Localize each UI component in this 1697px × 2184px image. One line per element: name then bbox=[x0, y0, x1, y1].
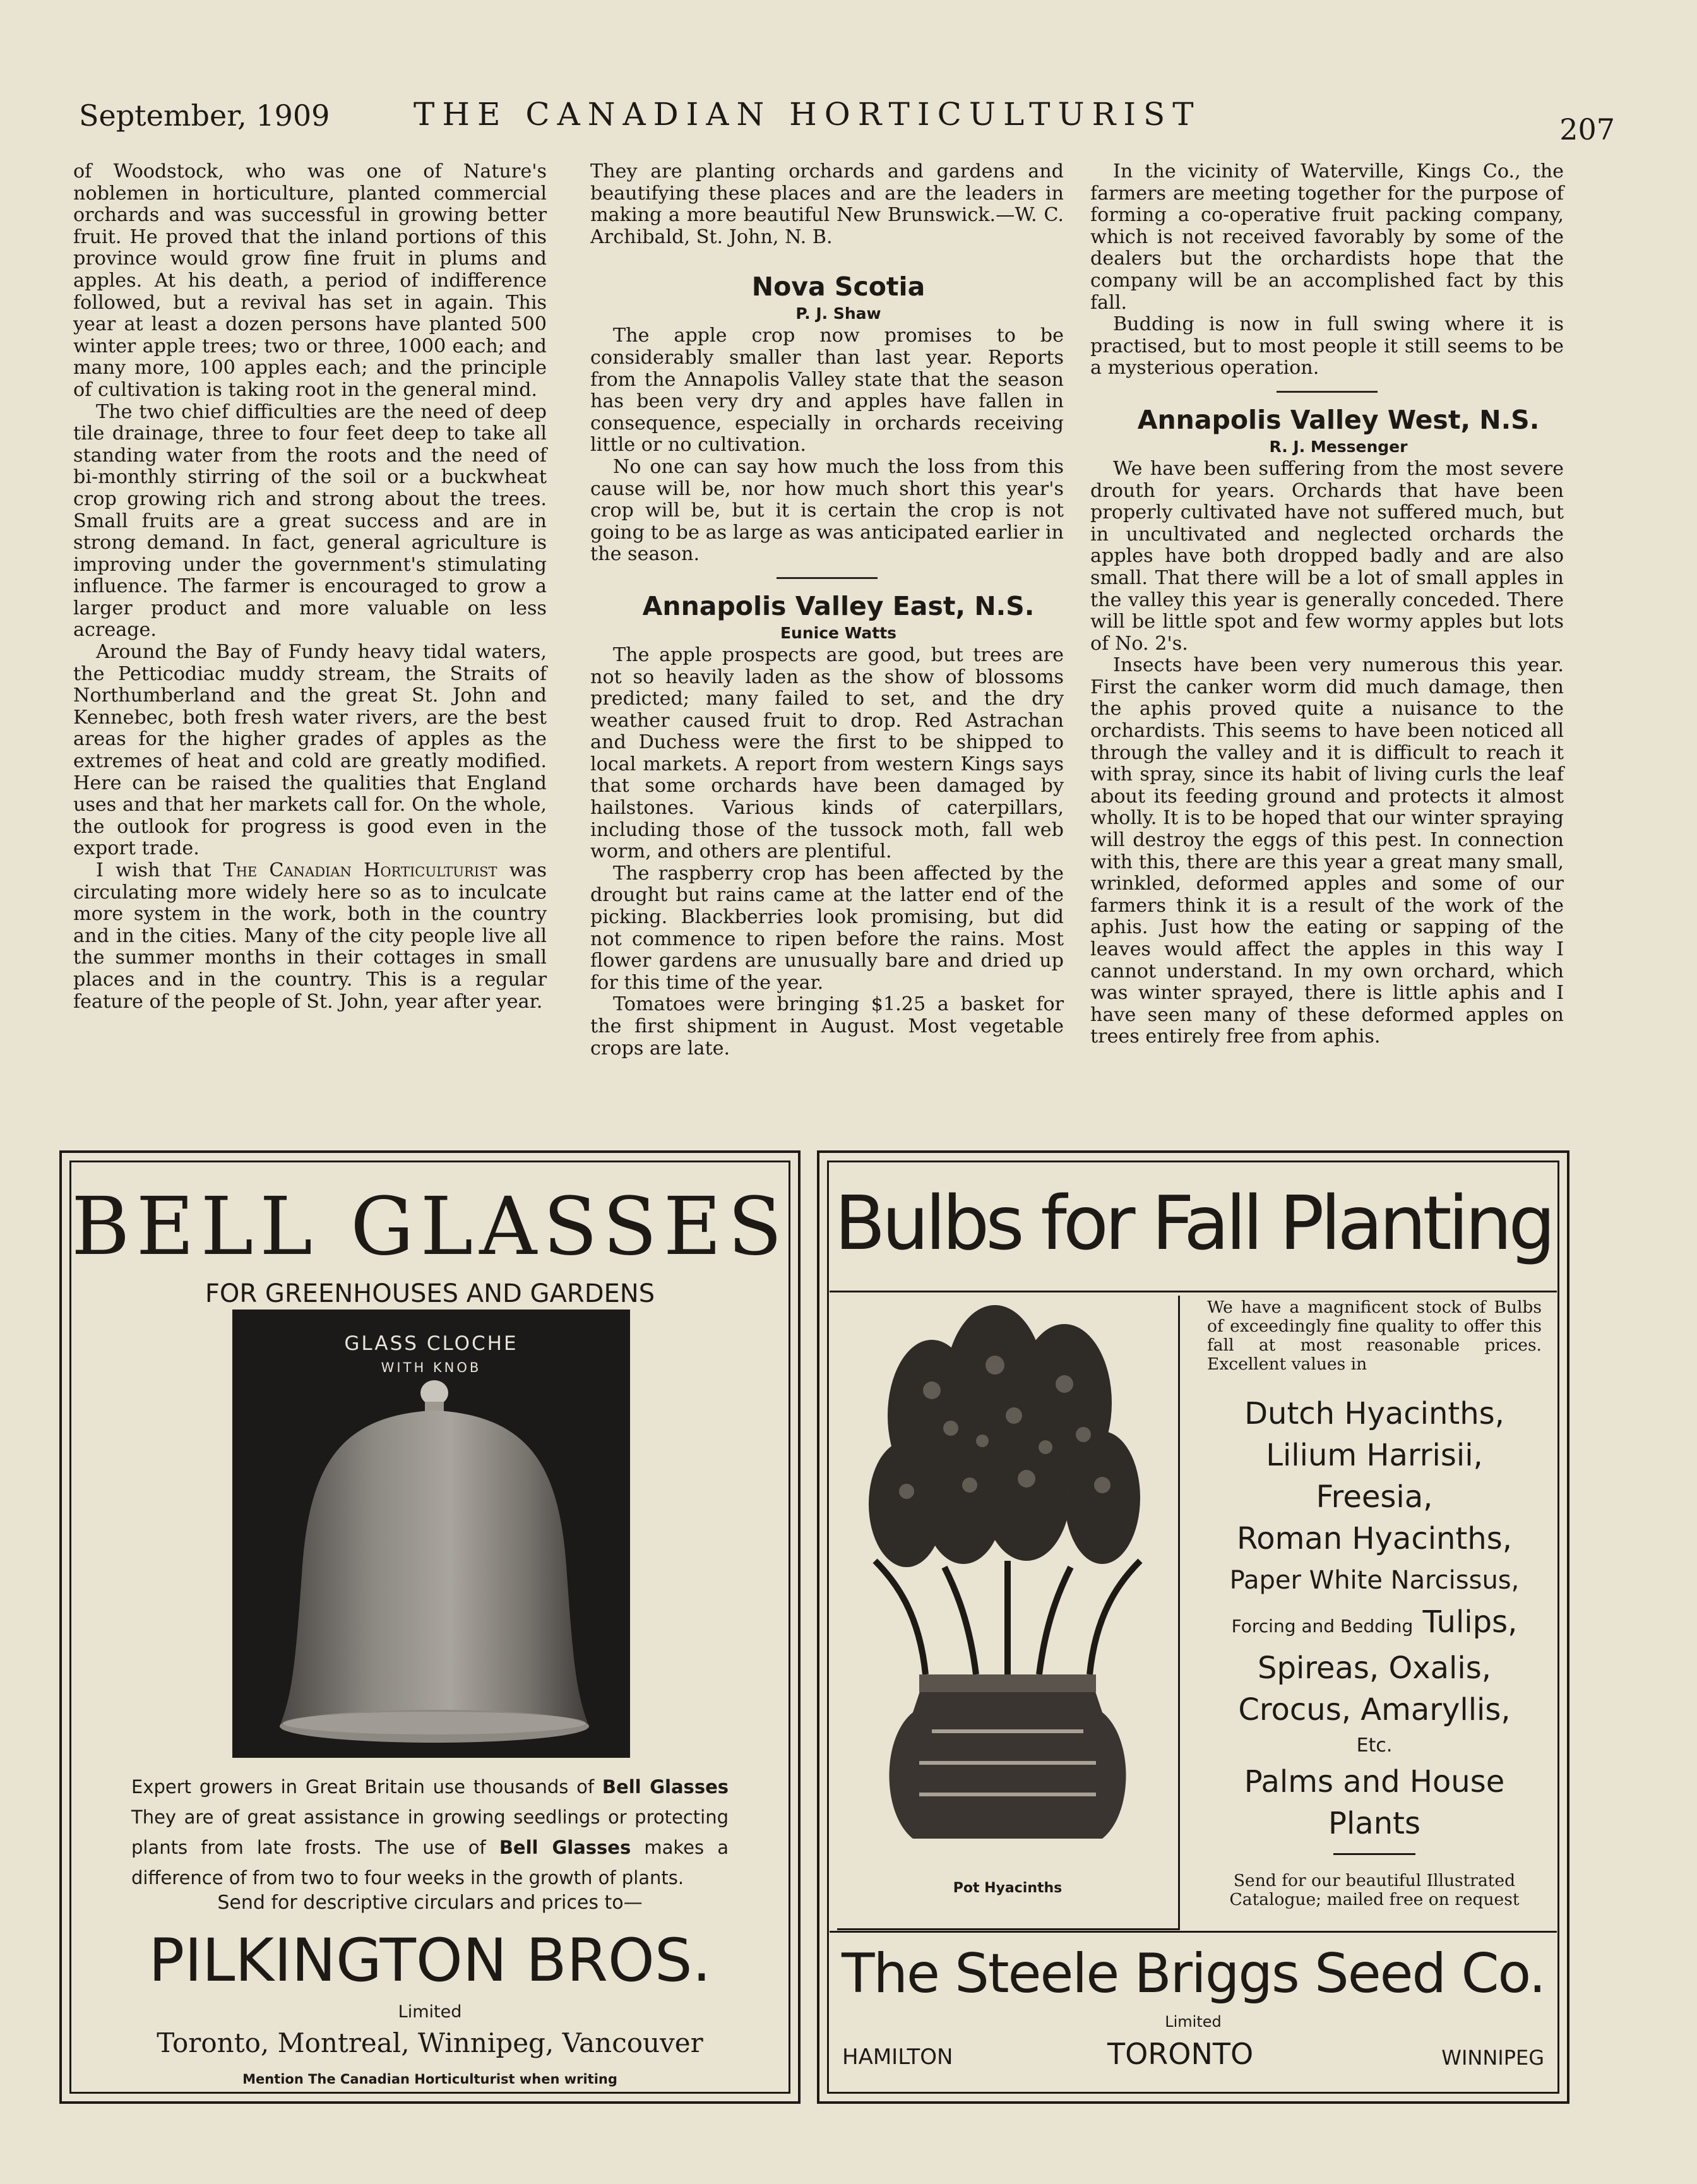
text-run: Expert growers in Great Britain use thousands of bbox=[131, 1776, 595, 1798]
paragraph: Budding is now in full swing where it is practised, but to most people it still seems to be a mysterious operation. bbox=[1090, 313, 1564, 379]
section-title-nova-scotia: Nova Scotia bbox=[751, 272, 926, 302]
header-date: September, 1909 bbox=[79, 98, 330, 133]
ad-bell-glasses bbox=[59, 1150, 801, 2104]
ad-title: Bulbs for Fall Planting bbox=[834, 1179, 1552, 1267]
ad-intro: We have a magnificent stock of Bulbs of exceedingly fine quality to offer this fall at most reasonable prices. Excellent values in bbox=[1207, 1298, 1542, 1374]
paragraph: In the vicinity of Waterville, Kings Co., the farmers are meeting together for the purpose of forming a co-operative fruit packing company, which is not received favorably by some of the dealers but the orchardists hope that the company will be an accomplished fact by this fall. bbox=[1090, 160, 1564, 314]
ad-cities: Toronto, Montreal, Winnipeg, Vancouver bbox=[157, 2027, 703, 2058]
image-label: WITH KNOB bbox=[381, 1360, 482, 1375]
bulb-list bbox=[1194, 1393, 1554, 1865]
list-item: Paper White Narcissus, bbox=[1229, 1566, 1520, 1595]
cloche-icon bbox=[232, 1310, 630, 1758]
list-item: Freesia, bbox=[1316, 1479, 1433, 1515]
image-label: GLASS CLOCHE bbox=[344, 1332, 518, 1355]
ad-limited: Limited bbox=[398, 2002, 462, 2022]
section-author: R. J. Messenger bbox=[1269, 437, 1408, 456]
image-caption: Pot Hyacinths bbox=[953, 1880, 1063, 1896]
ad-divider bbox=[830, 1291, 1557, 1292]
list-item: Roman Hyacinths, bbox=[1237, 1521, 1512, 1556]
list-item-prefix: Forcing and Bedding bbox=[1231, 1616, 1414, 1637]
ad-firm-name: The Steele Briggs Seed Co. bbox=[842, 1942, 1545, 2005]
list-item: Spireas, Oxalis, bbox=[1258, 1650, 1491, 1686]
ad-send-line: Send for our beautiful Illustrated Catalogue; mailed free on request bbox=[1229, 1871, 1520, 1909]
list-item: Lilium Harrisii, bbox=[1266, 1438, 1483, 1473]
pot-hyacinths-image bbox=[837, 1296, 1180, 1930]
paragraph: We have been suffering from the most severe drouth for years. Orchards that have been properly cultivated have not suffered much, but in uncultivated and neglected orchards the apples have both dropped badly and are also small. That there will be a lot of small apples in the valley this year is generally conceded. There will be little spot and few wormy apples but lots of No. 2's. bbox=[1090, 457, 1564, 655]
text-run: was circulating more widely here so as to inculcate more system in the work, both in the country and in the cities. Many of the city people live all the summer months in their cottages in small places and in the country. This is a regular feature of the people of St. John, year after year. bbox=[73, 859, 547, 1013]
city-right: WINNIPEG bbox=[1441, 2046, 1544, 2070]
ad-bulbs-fall-planting bbox=[817, 1150, 1569, 2104]
paragraph: of Woodstock, who was one of Nature's noblemen in horticulture, planted commercial orchards and was successful in growing better fruit. He proved that the inland portions of this province would grow fine fruit in plums and apples. At his death, a period of indifference followed, but a revival has set in again. This year at least a dozen persons have planted 500 winter apple trees; two or three, 1000 each; and many more, 100 apples each; and the principle of cultivation is taking root in the general mind. bbox=[73, 160, 547, 401]
city-left: HAMILTON bbox=[842, 2044, 953, 2070]
list-item-main: Tulips, bbox=[1422, 1604, 1518, 1640]
column-3 bbox=[1090, 161, 1564, 1048]
page-number: 207 bbox=[1559, 112, 1615, 146]
ad-title: BELL GLASSES bbox=[71, 1180, 789, 1273]
ad-limited: Limited bbox=[1165, 2013, 1222, 2031]
ad-body bbox=[131, 1772, 729, 1893]
page-header bbox=[79, 95, 1615, 146]
text-run: makes a difference of from two to four weeks in the growth of plants. bbox=[131, 1837, 729, 1889]
text-run: They are of great assistance in growing seedlings or protecting plants from late frosts. The use of bbox=[131, 1806, 729, 1858]
text-run: Bell Glasses bbox=[602, 1776, 729, 1798]
column-2 bbox=[590, 161, 1064, 1059]
paragraph: The apple crop now promises to be considerably smaller than last year. Reports from the Annapolis Valley state that the season has been very dry and apples have fallen in consequence, especially in orchards receiving little or no cultivation. bbox=[590, 325, 1064, 456]
text-run: I wish that bbox=[96, 859, 211, 881]
paragraph: The two chief difficulties are the need of deep tile drainage, three to four feet deep to take all standing water from the roots and the need of bi-monthly stirring of the soil or a buckwheat crop growing rich and strong about the trees. Small fruits are a great success and are in strong demand. In fact, general agriculture is improving under the government's stimulating influence. The farmer is encouraged to grow a larger product and more valuable on less acreage. bbox=[73, 400, 547, 641]
column-1 bbox=[73, 161, 547, 1013]
paragraph: Around the Bay of Fundy heavy tidal waters, the Petticodiac muddy stream, the Straits of Northumberland and the great St. John and Kennebec, both fresh water rivers, are the best areas for the higher grades of apples as the extremes of heat and cold are greatly modified. Here can be raised the qualities that England uses and that her markets call for. On the whole, the outlook for progress is good even in the export trade. bbox=[73, 641, 547, 860]
ad-firm-name: PILKINGTON BROS. bbox=[148, 1926, 712, 1995]
ad-divider bbox=[830, 1931, 1557, 1933]
ad-subtitle: FOR GREENHOUSES AND GARDENS bbox=[205, 1279, 655, 1308]
paragraph: The raspberry crop has been affected by the drought but rains came at the latter end of the picking. Blackberries look promising, but did not commence to ripen before the rains. Most flower gardens are unusually bare and dried up for this time of the year. bbox=[590, 862, 1064, 994]
hyacinth-icon bbox=[837, 1296, 1178, 1864]
section-author: P. J. Shaw bbox=[795, 304, 881, 323]
text-run: Bell Glasses bbox=[499, 1837, 631, 1858]
paragraph: Tomatoes were bringing $1.25 a basket for the first shipment in August. Most vegetable crops are late. bbox=[590, 993, 1064, 1059]
ad-rule bbox=[1333, 1853, 1415, 1855]
magazine-name: The Canadian Horticulturist bbox=[223, 859, 497, 881]
ad-send-line: Send for descriptive circulars and prices to— bbox=[217, 1892, 643, 1914]
list-item: Crocus, Amaryllis, bbox=[1238, 1692, 1511, 1728]
list-item bbox=[1194, 1601, 1554, 1647]
paragraph: The apple prospects are good, but trees are not so heavily laden as the show of blossoms predicted; many failed to set, and the dry weather caused fruit to drop. Red Astrachan and Duchess were the first to be shipped to local markets. A report from western Kings says that some orchards have been damaged by hailstones. Various kinds of caterpillars, including those of the tussock moth, fall web worm, and others are plentiful. bbox=[590, 643, 1064, 863]
city-center: TORONTO bbox=[1107, 2037, 1254, 2071]
header-title: THE CANADIAN HORTICULTURIST bbox=[414, 96, 1201, 133]
list-item: Etc. bbox=[1356, 1734, 1393, 1757]
section-title-annapolis-east: Annapolis Valley East, N.S. bbox=[642, 590, 1035, 621]
paragraph: Insects have been very numerous this year. First the canker worm did much damage, then the aphis proved quite a nuisance to the orchardists. This seems to have been noticed all through the valley and it is difficult to reach it with spray, since its habit of living curls the leaf about its feeding ground and protects it almost wholly. It is to be hoped that our winter spraying will destroy the eggs of this pest. In connection with this, there are this year a great many small, wrinkled, deformed apples and some of our farmers think it is a result of the work of the aphis. Just how the eating or sapping of the leaves would affect the apples in this way I cannot understand. In my own orchard, which was winter sprayed, there is little aphis and I have seen many of these deformed apples on trees entirely free from aphis. bbox=[1090, 654, 1564, 1048]
paragraph: No one can say how much the loss from this cause will be, nor how much short this year's crop will be, but it is certain the crop is not going to be as large as was anticipated earlier in the season. bbox=[590, 455, 1064, 566]
paragraph bbox=[73, 860, 547, 1013]
list-item: Palms and House bbox=[1244, 1764, 1505, 1799]
paragraph: They are planting orchards and gardens and beautifying these places and are the leaders in making a more beautiful New Brunswick.—W. C. Archibald, St. John, N. B. bbox=[590, 160, 1064, 248]
section-divider bbox=[777, 577, 878, 579]
section-divider bbox=[1277, 391, 1378, 393]
section-title-annapolis-west: Annapolis Valley West, N.S. bbox=[1137, 404, 1540, 435]
list-item: Dutch Hyacinths, bbox=[1244, 1396, 1504, 1431]
section-author: Eunice Watts bbox=[780, 623, 897, 642]
list-item: Plants bbox=[1328, 1806, 1420, 1841]
glass-cloche-image bbox=[232, 1310, 630, 1758]
ad-mention: Mention The Canadian Horticulturist when writing bbox=[242, 2072, 617, 2087]
